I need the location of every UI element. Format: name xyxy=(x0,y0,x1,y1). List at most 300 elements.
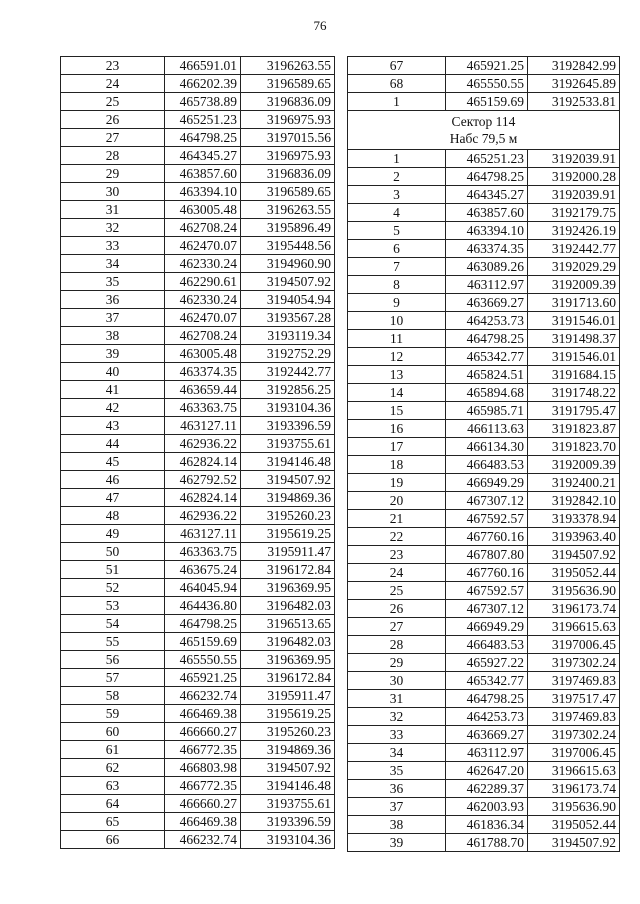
y-coordinate-cell: 3195052.44 xyxy=(528,564,620,582)
point-number-cell: 38 xyxy=(61,327,165,345)
table-row xyxy=(61,489,335,507)
point-number-cell: 26 xyxy=(348,600,446,618)
y-coordinate-cell: 3193567.28 xyxy=(241,309,335,327)
x-coordinate-cell: 462289.37 xyxy=(446,780,528,798)
x-coordinate-cell: 463394.10 xyxy=(446,222,528,240)
table-row xyxy=(348,222,620,240)
y-coordinate-cell: 3197469.83 xyxy=(528,708,620,726)
y-coordinate-cell: 3197015.56 xyxy=(241,129,335,147)
point-number-cell: 1 xyxy=(348,93,446,111)
table-row xyxy=(61,183,335,201)
table-row xyxy=(61,255,335,273)
y-coordinate-cell: 3196369.95 xyxy=(241,651,335,669)
point-number-cell: 21 xyxy=(348,510,446,528)
y-coordinate-cell: 3193396.59 xyxy=(241,813,335,831)
x-coordinate-cell: 464045.94 xyxy=(165,579,241,597)
point-number-cell: 12 xyxy=(348,348,446,366)
point-number-cell: 41 xyxy=(61,381,165,399)
y-coordinate-cell: 3192426.19 xyxy=(528,222,620,240)
y-coordinate-cell: 3192039.91 xyxy=(528,186,620,204)
point-number-cell: 30 xyxy=(348,672,446,690)
y-coordinate-cell: 3191823.87 xyxy=(528,420,620,438)
table-row xyxy=(61,399,335,417)
y-coordinate-cell: 3194507.92 xyxy=(241,759,335,777)
point-number-cell: 40 xyxy=(61,363,165,381)
y-coordinate-cell: 3194869.36 xyxy=(241,489,335,507)
y-coordinate-cell: 3195636.90 xyxy=(528,582,620,600)
page-number: 76 xyxy=(313,18,327,33)
table-row xyxy=(348,204,620,222)
point-number-cell: 39 xyxy=(348,834,446,852)
table-row xyxy=(348,708,620,726)
coordinates-table-left xyxy=(60,56,335,849)
y-coordinate-cell: 3194146.48 xyxy=(241,453,335,471)
table-row xyxy=(348,816,620,834)
point-number-cell: 52 xyxy=(61,579,165,597)
point-number-cell: 32 xyxy=(61,219,165,237)
point-number-cell: 38 xyxy=(348,816,446,834)
x-coordinate-cell: 464798.25 xyxy=(165,129,241,147)
point-number-cell: 68 xyxy=(348,75,446,93)
x-coordinate-cell: 465824.51 xyxy=(446,366,528,384)
y-coordinate-cell: 3191748.22 xyxy=(528,384,620,402)
x-coordinate-cell: 464253.73 xyxy=(446,708,528,726)
y-coordinate-cell: 3193119.34 xyxy=(241,327,335,345)
y-coordinate-cell: 3194960.90 xyxy=(241,255,335,273)
table-row xyxy=(348,798,620,816)
table-row xyxy=(348,150,620,168)
y-coordinate-cell: 3194507.92 xyxy=(528,834,620,852)
x-coordinate-cell: 463363.75 xyxy=(165,543,241,561)
table-row xyxy=(61,111,335,129)
y-coordinate-cell: 3192645.89 xyxy=(528,75,620,93)
point-number-cell: 23 xyxy=(61,57,165,75)
x-coordinate-cell: 462936.22 xyxy=(165,507,241,525)
table-row xyxy=(61,165,335,183)
table-row xyxy=(61,435,335,453)
point-number-cell: 43 xyxy=(61,417,165,435)
point-number-cell: 5 xyxy=(348,222,446,240)
table-row xyxy=(348,75,620,93)
point-number-cell: 28 xyxy=(348,636,446,654)
x-coordinate-cell: 462647.20 xyxy=(446,762,528,780)
x-coordinate-cell: 462708.24 xyxy=(165,219,241,237)
x-coordinate-cell: 467307.12 xyxy=(446,492,528,510)
y-coordinate-cell: 3191795.47 xyxy=(528,402,620,420)
table-row xyxy=(61,795,335,813)
table-row xyxy=(61,345,335,363)
x-coordinate-cell: 463857.60 xyxy=(165,165,241,183)
point-number-cell: 2 xyxy=(348,168,446,186)
x-coordinate-cell: 466772.35 xyxy=(165,741,241,759)
x-coordinate-cell: 464436.80 xyxy=(165,597,241,615)
y-coordinate-cell: 3194507.92 xyxy=(241,273,335,291)
sector-title: Сектор 114 xyxy=(451,114,516,129)
x-coordinate-cell: 463374.35 xyxy=(165,363,241,381)
y-coordinate-cell: 3193755.61 xyxy=(241,435,335,453)
x-coordinate-cell: 466660.27 xyxy=(165,795,241,813)
y-coordinate-cell: 3197517.47 xyxy=(528,690,620,708)
point-number-cell: 28 xyxy=(61,147,165,165)
point-number-cell: 4 xyxy=(348,204,446,222)
point-number-cell: 27 xyxy=(348,618,446,636)
table-row xyxy=(61,777,335,795)
y-coordinate-cell: 3191684.15 xyxy=(528,366,620,384)
x-coordinate-cell: 465342.77 xyxy=(446,348,528,366)
point-number-cell: 30 xyxy=(61,183,165,201)
table-row xyxy=(348,366,620,384)
point-number-cell: 10 xyxy=(348,312,446,330)
y-coordinate-cell: 3191823.70 xyxy=(528,438,620,456)
x-coordinate-cell: 465251.23 xyxy=(165,111,241,129)
x-coordinate-cell: 462003.93 xyxy=(446,798,528,816)
y-coordinate-cell: 3196589.65 xyxy=(241,183,335,201)
point-number-cell: 31 xyxy=(61,201,165,219)
table-row xyxy=(61,507,335,525)
x-coordinate-cell: 467760.16 xyxy=(446,528,528,546)
point-number-cell: 39 xyxy=(61,345,165,363)
x-coordinate-cell: 463675.24 xyxy=(165,561,241,579)
y-coordinate-cell: 3191498.37 xyxy=(528,330,620,348)
x-coordinate-cell: 463857.60 xyxy=(446,204,528,222)
table-row xyxy=(61,93,335,111)
point-number-cell: 13 xyxy=(348,366,446,384)
y-coordinate-cell: 3196836.09 xyxy=(241,165,335,183)
point-number-cell: 20 xyxy=(348,492,446,510)
point-number-cell: 44 xyxy=(61,435,165,453)
y-coordinate-cell: 3193104.36 xyxy=(241,831,335,849)
table-row xyxy=(348,93,620,111)
y-coordinate-cell: 3195619.25 xyxy=(241,525,335,543)
table-row xyxy=(61,273,335,291)
y-coordinate-cell: 3195896.49 xyxy=(241,219,335,237)
y-coordinate-cell: 3196263.55 xyxy=(241,57,335,75)
y-coordinate-cell: 3193755.61 xyxy=(241,795,335,813)
table-row xyxy=(61,831,335,849)
point-number-cell: 49 xyxy=(61,525,165,543)
x-coordinate-cell: 467592.57 xyxy=(446,582,528,600)
table-row xyxy=(61,453,335,471)
x-coordinate-cell: 464253.73 xyxy=(446,312,528,330)
point-number-cell: 24 xyxy=(348,564,446,582)
x-coordinate-cell: 466113.63 xyxy=(446,420,528,438)
x-coordinate-cell: 466803.98 xyxy=(165,759,241,777)
sector-elevation: Набс 79,5 м xyxy=(449,131,518,146)
x-coordinate-cell: 466469.38 xyxy=(165,813,241,831)
point-number-cell: 67 xyxy=(348,57,446,75)
table-row xyxy=(348,348,620,366)
y-coordinate-cell: 3192029.29 xyxy=(528,258,620,276)
x-coordinate-cell: 465927.22 xyxy=(446,654,528,672)
table-row xyxy=(61,381,335,399)
y-coordinate-cell: 3196836.09 xyxy=(241,93,335,111)
sector-header-row xyxy=(348,111,620,150)
y-coordinate-cell: 3192442.77 xyxy=(241,363,335,381)
x-coordinate-cell: 465985.71 xyxy=(446,402,528,420)
table-row xyxy=(348,672,620,690)
y-coordinate-cell: 3197469.83 xyxy=(528,672,620,690)
y-coordinate-cell: 3192442.77 xyxy=(528,240,620,258)
x-coordinate-cell: 466483.53 xyxy=(446,636,528,654)
point-number-cell: 36 xyxy=(348,780,446,798)
table-row xyxy=(61,525,335,543)
point-number-cell: 50 xyxy=(61,543,165,561)
x-coordinate-cell: 466202.39 xyxy=(165,75,241,93)
y-coordinate-cell: 3192533.81 xyxy=(528,93,620,111)
point-number-cell: 1 xyxy=(348,150,446,168)
point-number-cell: 46 xyxy=(61,471,165,489)
y-coordinate-cell: 3191546.01 xyxy=(528,348,620,366)
x-coordinate-cell: 463363.75 xyxy=(165,399,241,417)
point-number-cell: 8 xyxy=(348,276,446,294)
y-coordinate-cell: 3192752.29 xyxy=(241,345,335,363)
point-number-cell: 37 xyxy=(348,798,446,816)
x-coordinate-cell: 462792.52 xyxy=(165,471,241,489)
x-coordinate-cell: 462290.61 xyxy=(165,273,241,291)
x-coordinate-cell: 465738.89 xyxy=(165,93,241,111)
point-number-cell: 15 xyxy=(348,402,446,420)
point-number-cell: 37 xyxy=(61,309,165,327)
y-coordinate-cell: 3196173.74 xyxy=(528,600,620,618)
point-number-cell: 55 xyxy=(61,633,165,651)
y-coordinate-cell: 3193963.40 xyxy=(528,528,620,546)
table-row xyxy=(61,633,335,651)
table-row xyxy=(348,744,620,762)
y-coordinate-cell: 3192039.91 xyxy=(528,150,620,168)
x-coordinate-cell: 466949.29 xyxy=(446,474,528,492)
x-coordinate-cell: 464345.27 xyxy=(446,186,528,204)
point-number-cell: 24 xyxy=(61,75,165,93)
table-row xyxy=(61,759,335,777)
point-number-cell: 58 xyxy=(61,687,165,705)
point-number-cell: 32 xyxy=(348,708,446,726)
table-row xyxy=(348,492,620,510)
x-coordinate-cell: 465342.77 xyxy=(446,672,528,690)
table-row xyxy=(348,312,620,330)
table-row xyxy=(348,618,620,636)
x-coordinate-cell: 463089.26 xyxy=(446,258,528,276)
y-coordinate-cell: 3195619.25 xyxy=(241,705,335,723)
y-coordinate-cell: 3196173.74 xyxy=(528,780,620,798)
point-number-cell: 63 xyxy=(61,777,165,795)
x-coordinate-cell: 462470.07 xyxy=(165,309,241,327)
table-row xyxy=(348,690,620,708)
x-coordinate-cell: 462330.24 xyxy=(165,291,241,309)
x-coordinate-cell: 467807.80 xyxy=(446,546,528,564)
x-coordinate-cell: 467592.57 xyxy=(446,510,528,528)
table-row xyxy=(61,669,335,687)
x-coordinate-cell: 466660.27 xyxy=(165,723,241,741)
y-coordinate-cell: 3193378.94 xyxy=(528,510,620,528)
y-coordinate-cell: 3197302.24 xyxy=(528,654,620,672)
table-row xyxy=(348,276,620,294)
table-row xyxy=(61,75,335,93)
table-row xyxy=(348,582,620,600)
table-row xyxy=(61,219,335,237)
point-number-cell: 62 xyxy=(61,759,165,777)
table-row xyxy=(61,741,335,759)
table-row xyxy=(61,597,335,615)
y-coordinate-cell: 3196589.65 xyxy=(241,75,335,93)
y-coordinate-cell: 3191546.01 xyxy=(528,312,620,330)
point-number-cell: 45 xyxy=(61,453,165,471)
x-coordinate-cell: 465159.69 xyxy=(446,93,528,111)
table-row xyxy=(61,723,335,741)
y-coordinate-cell: 3194146.48 xyxy=(241,777,335,795)
x-coordinate-cell: 461788.70 xyxy=(446,834,528,852)
y-coordinate-cell: 3192009.39 xyxy=(528,276,620,294)
y-coordinate-cell: 3196513.65 xyxy=(241,615,335,633)
point-number-cell: 65 xyxy=(61,813,165,831)
x-coordinate-cell: 466772.35 xyxy=(165,777,241,795)
x-coordinate-cell: 463669.27 xyxy=(446,726,528,744)
point-number-cell: 22 xyxy=(348,528,446,546)
table-row xyxy=(348,438,620,456)
table-row xyxy=(348,474,620,492)
table-row xyxy=(348,636,620,654)
y-coordinate-cell: 3195636.90 xyxy=(528,798,620,816)
y-coordinate-cell: 3192000.28 xyxy=(528,168,620,186)
y-coordinate-cell: 3196172.84 xyxy=(241,561,335,579)
x-coordinate-cell: 462936.22 xyxy=(165,435,241,453)
coordinates-table-left-body xyxy=(61,57,335,849)
table-row xyxy=(348,510,620,528)
point-number-cell: 66 xyxy=(61,831,165,849)
point-number-cell: 9 xyxy=(348,294,446,312)
table-row xyxy=(61,687,335,705)
point-number-cell: 35 xyxy=(348,762,446,780)
x-coordinate-cell: 463112.97 xyxy=(446,276,528,294)
table-row xyxy=(61,417,335,435)
point-number-cell: 59 xyxy=(61,705,165,723)
coordinates-table-right xyxy=(347,56,620,852)
point-number-cell: 33 xyxy=(61,237,165,255)
y-coordinate-cell: 3196975.93 xyxy=(241,147,335,165)
table-row xyxy=(61,705,335,723)
point-number-cell: 34 xyxy=(61,255,165,273)
y-coordinate-cell: 3196482.03 xyxy=(241,597,335,615)
x-coordinate-cell: 467307.12 xyxy=(446,600,528,618)
y-coordinate-cell: 3195911.47 xyxy=(241,687,335,705)
x-coordinate-cell: 462330.24 xyxy=(165,255,241,273)
point-number-cell: 18 xyxy=(348,456,446,474)
point-number-cell: 16 xyxy=(348,420,446,438)
table-row xyxy=(348,384,620,402)
x-coordinate-cell: 464798.25 xyxy=(446,690,528,708)
y-coordinate-cell: 3197006.45 xyxy=(528,636,620,654)
point-number-cell: 3 xyxy=(348,186,446,204)
y-coordinate-cell: 3195260.23 xyxy=(241,723,335,741)
x-coordinate-cell: 466949.29 xyxy=(446,618,528,636)
point-number-cell: 56 xyxy=(61,651,165,669)
point-number-cell: 54 xyxy=(61,615,165,633)
x-coordinate-cell: 464798.25 xyxy=(446,168,528,186)
x-coordinate-cell: 464345.27 xyxy=(165,147,241,165)
point-number-cell: 34 xyxy=(348,744,446,762)
sector-header xyxy=(348,111,620,150)
x-coordinate-cell: 465550.55 xyxy=(165,651,241,669)
y-coordinate-cell: 3195911.47 xyxy=(241,543,335,561)
y-coordinate-cell: 3196615.63 xyxy=(528,618,620,636)
point-number-cell: 42 xyxy=(61,399,165,417)
x-coordinate-cell: 466232.74 xyxy=(165,687,241,705)
table-row xyxy=(61,615,335,633)
x-coordinate-cell: 466469.38 xyxy=(165,705,241,723)
point-number-cell: 25 xyxy=(61,93,165,111)
table-row xyxy=(348,780,620,798)
y-coordinate-cell: 3192842.99 xyxy=(528,57,620,75)
table-row xyxy=(348,258,620,276)
point-number-cell: 25 xyxy=(348,582,446,600)
table-row xyxy=(348,186,620,204)
x-coordinate-cell: 466232.74 xyxy=(165,831,241,849)
y-coordinate-cell: 3192842.10 xyxy=(528,492,620,510)
x-coordinate-cell: 463112.97 xyxy=(446,744,528,762)
table-row xyxy=(348,294,620,312)
y-coordinate-cell: 3196369.95 xyxy=(241,579,335,597)
table-row xyxy=(348,240,620,258)
table-row xyxy=(61,327,335,345)
point-number-cell: 23 xyxy=(348,546,446,564)
x-coordinate-cell: 462824.14 xyxy=(165,489,241,507)
point-number-cell: 61 xyxy=(61,741,165,759)
point-number-cell: 17 xyxy=(348,438,446,456)
table-row xyxy=(61,363,335,381)
x-coordinate-cell: 463005.48 xyxy=(165,201,241,219)
point-number-cell: 14 xyxy=(348,384,446,402)
x-coordinate-cell: 461836.34 xyxy=(446,816,528,834)
point-number-cell: 29 xyxy=(348,654,446,672)
table-row xyxy=(348,564,620,582)
point-number-cell: 31 xyxy=(348,690,446,708)
x-coordinate-cell: 466483.53 xyxy=(446,456,528,474)
x-coordinate-cell: 465894.68 xyxy=(446,384,528,402)
point-number-cell: 29 xyxy=(61,165,165,183)
table-row xyxy=(61,813,335,831)
point-number-cell: 51 xyxy=(61,561,165,579)
y-coordinate-cell: 3195052.44 xyxy=(528,816,620,834)
x-coordinate-cell: 463394.10 xyxy=(165,183,241,201)
y-coordinate-cell: 3196172.84 xyxy=(241,669,335,687)
point-number-cell: 64 xyxy=(61,795,165,813)
x-coordinate-cell: 465550.55 xyxy=(446,75,528,93)
x-coordinate-cell: 464798.25 xyxy=(165,615,241,633)
point-number-cell: 57 xyxy=(61,669,165,687)
table-row xyxy=(61,561,335,579)
y-coordinate-cell: 3196263.55 xyxy=(241,201,335,219)
y-coordinate-cell: 3193104.36 xyxy=(241,399,335,417)
table-row xyxy=(348,546,620,564)
y-coordinate-cell: 3197302.24 xyxy=(528,726,620,744)
x-coordinate-cell: 463127.11 xyxy=(165,417,241,435)
table-row xyxy=(348,654,620,672)
y-coordinate-cell: 3195260.23 xyxy=(241,507,335,525)
x-coordinate-cell: 463005.48 xyxy=(165,345,241,363)
table-row xyxy=(348,57,620,75)
table-row xyxy=(61,201,335,219)
y-coordinate-cell: 3194507.92 xyxy=(528,546,620,564)
point-number-cell: 36 xyxy=(61,291,165,309)
table-row xyxy=(348,600,620,618)
point-number-cell: 6 xyxy=(348,240,446,258)
y-coordinate-cell: 3192179.75 xyxy=(528,204,620,222)
y-coordinate-cell: 3196482.03 xyxy=(241,633,335,651)
table-row xyxy=(61,147,335,165)
y-coordinate-cell: 3191713.60 xyxy=(528,294,620,312)
table-row xyxy=(61,291,335,309)
y-coordinate-cell: 3193396.59 xyxy=(241,417,335,435)
table-row xyxy=(348,834,620,852)
